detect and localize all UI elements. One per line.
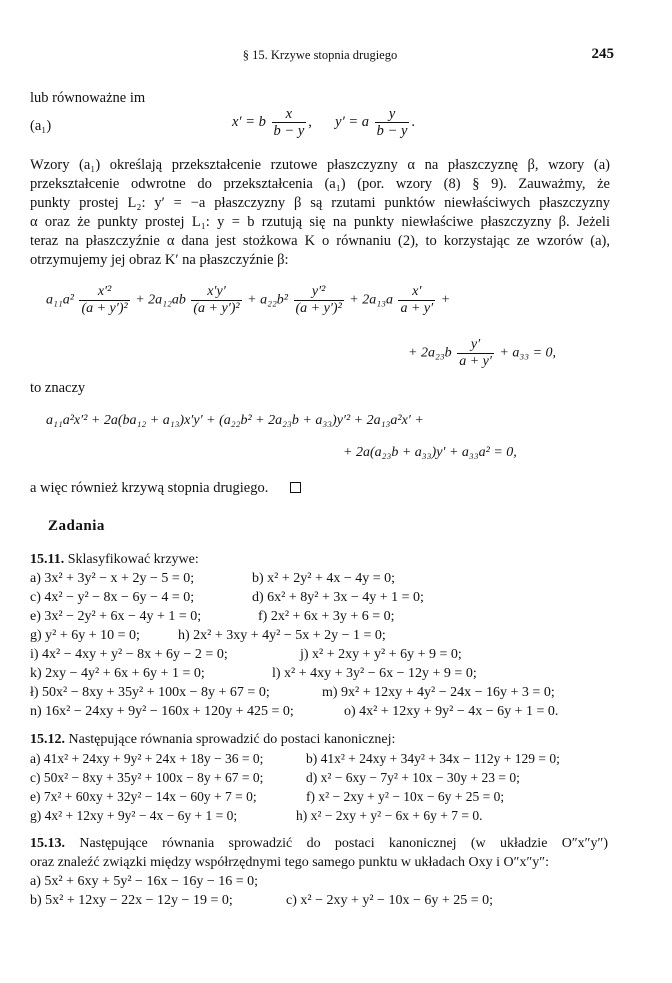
exercise-15-11-header bbox=[30, 551, 610, 568]
exercise-text: Następujące równania sprowadzić do postaci kanonicznej: bbox=[68, 732, 396, 747]
eq-frac bbox=[457, 337, 494, 370]
exercise-15-13-line2: oraz znaleźć związki między współrzędnymi tego samego punktu w układach Oxy i O″x″y″: bbox=[30, 855, 549, 870]
eq-term: + a₂₂b² bbox=[247, 292, 289, 308]
eq-big-line2 bbox=[408, 337, 556, 370]
section-heading-zadania: Zadania bbox=[48, 518, 105, 534]
eq-term: + 2a₂₃b bbox=[408, 345, 452, 361]
para-line: przekształcenie odwrotne do przekształcenia (a₁) (por. wzory (8) § 9). Zauważmy, że bbox=[30, 176, 610, 192]
exercise-row bbox=[30, 570, 610, 587]
exercise-item: a) 5x² + 6xy + 5y² − 16x − 16y − 16 = 0; bbox=[30, 874, 259, 889]
exercise-item: ł) 50x² − 8xy + 35y² + 100x − 8y + 67 = 0; bbox=[30, 685, 270, 700]
exercise-item: a) 41x² + 24xy + 9y² + 24x + 18y − 36 = 0; bbox=[30, 751, 264, 766]
running-title: § 15. Krzywe stopnia drugiego bbox=[242, 48, 398, 62]
exercise-item: b) 5x² + 12xy − 22x − 12y − 19 = 0; bbox=[30, 893, 233, 908]
frac-num: y′ bbox=[470, 337, 481, 352]
eq-term: + a₃₃ = 0, bbox=[499, 345, 557, 361]
exercise-item: b) 41x² + 24xy + 34y² + 34x − 112y + 129 = 0; bbox=[306, 751, 560, 766]
frac-num: x′² bbox=[97, 284, 112, 299]
frac-num: y′² bbox=[311, 284, 326, 299]
exercise-item: j) x² + 2xy + y² + 6y + 9 = 0; bbox=[300, 647, 462, 662]
frac-den: (a + y′)² bbox=[81, 301, 128, 316]
exercise-item: e) 3x² − 2y² + 6x − 4y + 1 = 0; bbox=[30, 609, 202, 624]
exercise-row bbox=[30, 703, 610, 720]
eq-frac bbox=[191, 284, 241, 317]
exercise-item: o) 4x² + 12xy + 9y² − 4x − 6y + 1 = 0. bbox=[344, 704, 559, 719]
eq-a1-x-lhs: x′ = b bbox=[232, 113, 266, 130]
para-line: α oraz że punkty prostej L₁: y = b rzutują się na punkty niewłaściwe płaszczyzny β. Jeżeli bbox=[30, 214, 610, 230]
frac-den: a + y′ bbox=[459, 354, 492, 369]
para-line: teraz na płaszczyźnie α dana jest stożkowa K o równaniu (2), to korzystając ze wzorów (a), bbox=[30, 233, 610, 249]
exercise-item: a) 3x² + 3y² − x + 2y − 5 = 0; bbox=[30, 571, 195, 586]
eq-conic-line2: + 2a(a₂₃b + a₃₃)y′ + a₃₃a² = 0, bbox=[343, 445, 517, 460]
exercise-item: k) 2xy − 4y² + 6x + 6y + 1 = 0; bbox=[30, 666, 205, 681]
frac-den: b − y bbox=[376, 123, 408, 139]
exercise-number: 15.13. bbox=[30, 836, 65, 851]
exercise-item: g) 4x² + 12xy + 9y² − 4x − 6y + 1 = 0; bbox=[30, 808, 238, 823]
exercise-row bbox=[30, 627, 610, 644]
exercise-item: g) y² + 6y + 10 = 0; bbox=[30, 628, 140, 643]
frac-num: x′ bbox=[412, 284, 422, 299]
exercise-row bbox=[30, 646, 610, 663]
exercise-item: n) 16x² − 24xy + 9y² − 160x + 120y + 425 = 0; bbox=[30, 704, 294, 719]
exercise-row bbox=[30, 665, 610, 682]
exercise-row bbox=[30, 608, 610, 625]
frac-den: a + y′ bbox=[400, 301, 434, 316]
exercise-15-12-header bbox=[30, 731, 610, 748]
exercise-item: b) x² + 2y² + 4x − 4y = 0; bbox=[252, 571, 396, 586]
eq-big-line1 bbox=[46, 284, 450, 317]
qed-square-icon bbox=[290, 482, 301, 493]
exercise-row bbox=[30, 892, 610, 909]
exercise-15-13-line1 bbox=[30, 835, 608, 852]
exercise-item: i) 4x² − 4xy + y² − 8x + 6y − 2 = 0; bbox=[30, 647, 228, 662]
exercise-row bbox=[30, 873, 610, 890]
exercise-row bbox=[30, 769, 610, 786]
eq-term: a₁₁a² bbox=[46, 292, 74, 308]
page-number: 245 bbox=[591, 46, 614, 62]
exercise-number: 15.11. bbox=[30, 552, 65, 567]
exercise-number: 15.12. bbox=[30, 732, 65, 747]
exercise-row bbox=[30, 750, 610, 767]
exercise-row bbox=[30, 589, 610, 606]
eq-term: + 2a₁₃a bbox=[349, 292, 393, 308]
conclusion-text: a więc również krzywą stopnia drugiego. bbox=[30, 480, 269, 496]
exercise-item: c) 50x² − 8xy + 35y² + 100x − 8y + 67 = 0; bbox=[30, 770, 264, 785]
page-header bbox=[30, 46, 614, 68]
eq-conic-line1: a₁₁a²x′² + 2a(ba₁₂ + a₁₃)x′y′ + (a₂₂b² + 2a₂₃b + a₃₃)y′² + 2a₁₃a²x′ + bbox=[46, 413, 424, 428]
exercise-text: Następujące równania sprowadzić do postaci kanonicznej (w układzie O″x″y″) bbox=[79, 836, 609, 851]
frac-den: (a + y′)² bbox=[295, 301, 342, 316]
exercise-row bbox=[30, 788, 610, 805]
eq-a1-label: (a₁) bbox=[30, 118, 52, 134]
eq-a1-y-frac bbox=[375, 106, 410, 139]
eq-a1 bbox=[232, 106, 415, 139]
exercise-item: l) x² + 4xy + 3y² − 6x − 12y + 9 = 0; bbox=[272, 666, 477, 681]
eq-term: + bbox=[440, 292, 451, 308]
exercise-item: f) 2x² + 6x + 3y + 6 = 0; bbox=[258, 609, 395, 624]
eq-term: + 2a₁₂ab bbox=[135, 292, 186, 308]
eq-frac bbox=[294, 284, 344, 317]
exercise-row bbox=[30, 684, 610, 701]
to-znaczy: to znaczy bbox=[30, 380, 86, 396]
exercise-item: h) x² − 2xy + y² − 6x + 6y + 7 = 0. bbox=[296, 808, 483, 823]
exercise-item: e) 7x² + 60xy + 32y² − 14x − 60y + 7 = 0; bbox=[30, 789, 257, 804]
exercise-item: m) 9x² + 12xy + 4y² − 24x − 16y + 3 = 0; bbox=[322, 685, 555, 700]
intro-line: lub równoważne im bbox=[30, 90, 146, 106]
frac-num: x′y′ bbox=[207, 284, 226, 299]
para-line: punkty prostej L₂: y′ = −a płaszczyzny β są rzutami punktów niewłaściwych płaszczyzny bbox=[30, 195, 610, 211]
eq-frac bbox=[79, 284, 129, 317]
eq-a1-x-frac bbox=[272, 106, 307, 139]
para-line: otrzymujemy jej obraz K′ na płaszczyźnie β: bbox=[30, 252, 289, 268]
exercise-item: f) x² − 2xy + y² − 10x − 6y + 25 = 0; bbox=[306, 789, 505, 804]
exercise-item: d) x² − 6xy − 7y² + 10x − 30y + 23 = 0; bbox=[306, 770, 520, 785]
eq-a1-y-lhs: y′ = a bbox=[335, 113, 370, 130]
conclusion-line bbox=[30, 479, 610, 497]
exercise-item: d) 6x² + 8y² + 3x − 4y + 1 = 0; bbox=[252, 590, 424, 605]
exercise-item: c) 4x² − y² − 8x − 6y − 4 = 0; bbox=[30, 590, 195, 605]
exercise-item: h) 2x² + 3xy + 4y² − 5x + 2y − 1 = 0; bbox=[178, 628, 386, 643]
eq-a1-end: . bbox=[411, 113, 416, 130]
frac-num: x bbox=[285, 106, 293, 122]
frac-num: y bbox=[388, 106, 396, 122]
exercise-text: Sklasyfikować krzywe: bbox=[67, 552, 199, 567]
eq-frac bbox=[398, 284, 435, 317]
exercise-item: c) x² − 2xy + y² − 10x − 6y + 25 = 0; bbox=[286, 893, 494, 908]
frac-den: (a + y′)² bbox=[193, 301, 240, 316]
eq-a1-sep: , bbox=[308, 113, 312, 130]
frac-den: b − y bbox=[273, 123, 305, 139]
exercise-row bbox=[30, 807, 610, 824]
para-line: Wzory (a₁) określają przekształcenie rzutowe płaszczyzny α na płaszczyznę β, wzory (a) bbox=[30, 157, 610, 173]
